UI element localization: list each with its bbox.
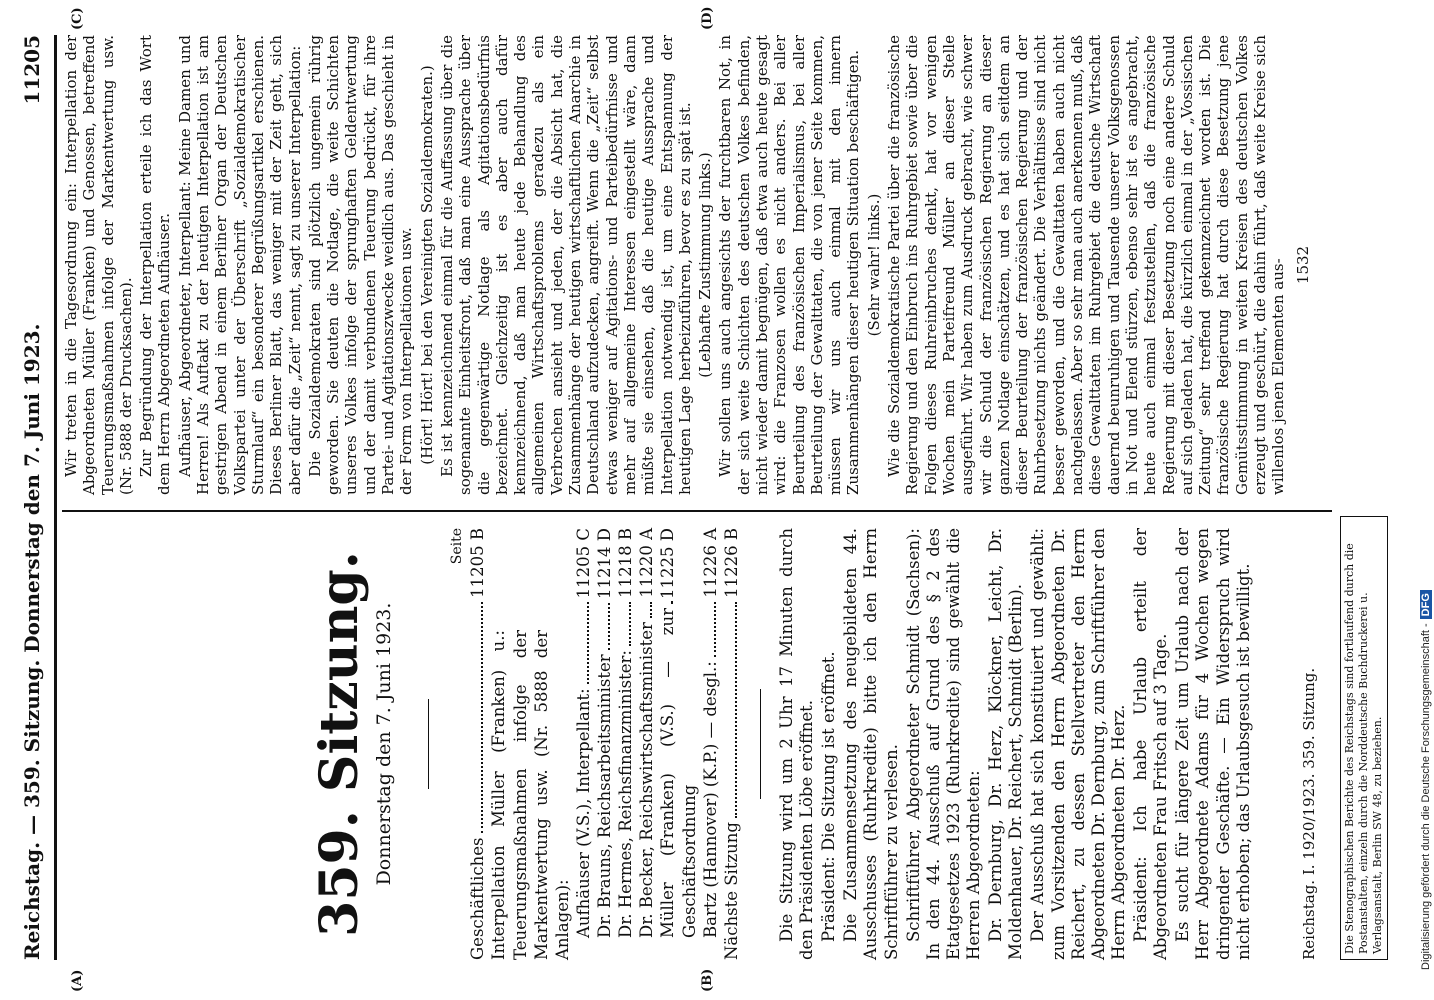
session-title: 359. Sitzung. (309, 551, 370, 937)
paragraph: (Lebhafte Zustimmung links.) (696, 152, 715, 378)
toc-label: Dr. Hermes, Reichsfinanzminister: (616, 650, 636, 938)
margin-mark-d: (D) (700, 6, 715, 30)
paragraph: (Hört! Hört! bei den Vereinigten Sozialdemokraten.) (417, 65, 436, 465)
toc-page: 11205 C (573, 528, 593, 599)
toc-label: Interpellation Müller (Franken) u.: Teuerungsmaßnahmen infolge der Markentwertung usw. (Nr. 5888 der Anlagen): (489, 630, 572, 960)
toc-page: 11226 A (700, 528, 720, 598)
toc-page: 11220 A (637, 528, 657, 598)
paragraph: Wir sollen uns auch angesichts der furchtbaren Not, in der sich weite Schichten des deutschen Volkes befinden, nicht wieder damit begnügen, daß etwa auch heute gesagt wird: die Franzosen wollen es nicht anders. Bei aller Beurteilung des französischen Imperialismus, bei aller Beurteilung der Gewalttaten, die von jener Seite kommen, müssen wir uns auch einmal mit den innern Zusammenhängen dieser heutigen Situation beschäftigen. (716, 35, 863, 495)
toc-header: Seite (449, 528, 466, 565)
margin-mark-c: (C) (70, 7, 85, 30)
toc-row (615, 528, 636, 960)
toc-leader-dots (661, 603, 673, 604)
toc-row (488, 528, 573, 960)
margin-mark-b: (B) (700, 968, 715, 992)
toc-label: Dr. Brauns, Reichsarbeitsminister (595, 654, 614, 938)
toc-row (636, 528, 657, 960)
toc-label: Aufhäuser (V.S.), Interpellant: (573, 688, 593, 938)
toc-leader-dots (619, 602, 631, 646)
toc-label: Müller (Franken) (V.S.) — zur Geschäftsordnung (658, 608, 699, 938)
toc-page: 11214 D (595, 528, 614, 599)
toc-page: 11225 D (658, 528, 678, 599)
paragraph: Wir treten in die Tagesordnung ein: Interpellation der Abgeordneten Müller (Franken) und Genossen, betreffend Teuerungsmaßnahmen infolge der Markentwertung usw. (Nr. 5888 der Drucksachen). (62, 35, 135, 495)
toc-leader-dots (640, 602, 652, 618)
dfg-logo: DFG (1420, 590, 1432, 619)
toc-page: 11226 B (721, 528, 741, 598)
toc-label: Geschäftliches (468, 837, 488, 960)
paragraph: Die Zusammensetzung des neugebildeten 44. Ausschusses (Ruhrkredite) bitte ich den Herrn Schriftführer zu verlesen. (841, 528, 901, 960)
toc-row (721, 528, 742, 960)
toc-row (573, 528, 594, 960)
toc-leader-dots (577, 602, 589, 684)
funding-text: Digitalisierung gefördert durch die Deutsche Forschungsgemeinschaft - (1420, 623, 1432, 970)
paragraph: Aufhäuser, Abgeordneter, Interpellant: Meine Damen und Herren! Als Auftakt zu der heutigen Interpellation ist am gestrigen Abend in einem Berliner Organ der Deutschen Volkspartei unter der Überschrift „Sozialdemokratischer Sturmlauf“ ein besonderer Begrüßungsartikel erschienen. Dieses Berliner Blatt, das weniger mit der Zeit geht, sich aber dafür die „Zeit“ nennt, sagt zu unserer Interpellation: (175, 35, 304, 495)
toc-leader-dots (494, 590, 504, 626)
paragraph: Präsident: Die Sitzung ist eröffnet. (819, 651, 839, 942)
toc-row (594, 528, 615, 960)
column-divider (62, 510, 1332, 512)
paragraph: Es ist kennzeichnend einmal für die Auffassung über die sogenannte Einheitsfront, daß man eine Aussprache über die gegenwärtige Notlage als Agitationsbedürfnis bezeichnet. Gleichzeitig ist es aber auch dafür kennzeichnend, daß man heute jede Behandlung des allgemeinen Wirtschaftsproblems geradezu als ein Verbrechen ansieht und jeden, der die Absicht hat, die Zusammenhänge der heutigen wirtschaftlichen Anarchie in Deutschland aufzudecken, angreift. Wenn die „Zeit“ selbst etwas weniger auf Agitations- und Parteibedürfnisse und mehr auf allgemeine Interessen eingestellt wäre, dann müßte sie einsehen, daß die heutige Aussprache und Interpellation notwendig ist, um eine Entspannung der heutigen Lage herbeizuführen, bevor es zu spät ist. (437, 35, 694, 495)
paragraph: Schriftführer, Abgeordneter Schmidt (Sachsen): In den 44. Ausschuß auf Grund des § 2 des Etatgesetzes 1923 (Ruhrkredite) sind gewählt die Herren Abgeordneten: (903, 528, 983, 960)
margin-mark-a: (A) (70, 969, 85, 992)
toc-label: Nächste Sitzung (721, 822, 741, 960)
volume-footer: Reichstag. I. 1920/1923. 359. Sitzung. (1300, 667, 1318, 960)
paragraph: Zur Begründung der Interpellation erteile ich das Wort dem Herrn Abgeordneten Aufhäuser. (137, 35, 174, 495)
header-rule (54, 35, 57, 960)
toc-label: Bartz (Hannover) (K.P.) — desgl.: (700, 661, 720, 938)
toc-page: 11205 B (468, 528, 488, 598)
toc-leader-dots (471, 602, 483, 834)
header-page-number: 11205 (20, 35, 44, 105)
table-of-contents (467, 528, 742, 960)
toc-row (700, 528, 721, 960)
paragraph: Dr. Dernburg, Dr. Herz, Klöckner, Leicht, Dr. Moldenhauer, Dr. Reichert, Schmidt (Berlin). (986, 528, 1026, 960)
left-column (62, 528, 1256, 960)
paragraph: Es sucht für längere Zeit um Urlaub nach der Herr Abgeordnete Adams für 4 Wochen wegen dringender Geschäfte. — Ein Widerspruch wird nicht erhoben; das Urlaubsgesuch ist bewilligt. (1173, 528, 1253, 960)
toc-page: 11218 B (616, 528, 636, 598)
page-footer-number: 1532 (1293, 245, 1312, 285)
header-left: Reichstag. — 359. Sitzung. Donnerstag den 7. Juni 1923. (20, 323, 44, 960)
toc-leader-dots (704, 602, 716, 658)
dfg-funding-note (1420, 10, 1434, 970)
toc-row (657, 528, 699, 960)
paragraph: Präsident: Ich habe Urlaub erteilt der Abgeordneten Frau Fritsch auf 3 Tage. (1131, 528, 1171, 960)
toc-rule (760, 689, 761, 799)
toc-leader-dots (725, 602, 737, 818)
paragraph: Wie die Sozialdemokratische Partei über die französische Regierung und den Einbruch ins Ruhrgebiet sowie über die Folgen dieses Ruhreinbruches denkt, hat vor wenigen Wochen mein Parteifreund Müller an dieser Stelle ausgeführt. Wir haben zum Ausdruck gebracht, wie schwer wir die Schuld der französischen Regierung an dieser ganzen Notlage einschätzen, und es hat sich seitdem an dieser Beurteilung der französischen Regierung und der Ruhrbesetzung nichts geändert. Die Verhältnisse sind nicht besser geworden, und die Gewalttaten haben auch nicht nachgelassen. Aber so sehr man auch anerkennen muß, daß diese Gewalttaten im Ruhrgebiet die deutsche Wirtschaft dauernd beunruhigen und Tausende unserer Volksgenossen in Not und Elend stürzen, ebenso sehr ist es angebracht, heute auch einmal festzustellen, daß die französische Regierung mit dieser Besetzung noch eine andere Schuld auf sich geladen hat, die kürzlich einmal in der „Vossischen Zeitung“ sehr treffend gekennzeichnet worden ist. Die französische Regierung hat durch diese Besetzung jene Gemütsstimmung in weiten Kreisen des deutschen Volkes erzeugt und geschürt, die dahin führt, daß weite Kreise sich willenlos jenen Elementen aus- (885, 35, 1288, 495)
paragraph: (Sehr wahr! links.) (864, 193, 883, 337)
right-paragraphs (62, 35, 1288, 495)
paragraph: Die Sozialdemokraten sind plötzlich ungemein rührig geworden. Sie deuten die Notlage, die weite Schichten unseres Volkes infolge der sprunghaften Geldentwertung und der damit verbundenen Teuerung bedrückt, für ihre Partei- und Agitationszwecke weidlich aus. Das geschieht in der Form von Interpellationen usw. (305, 35, 416, 495)
title-rule (428, 699, 429, 789)
paragraph: Der Ausschuß hat sich konstituiert und gewählt: zum Vorsitzenden den Herrn Abgeordneten Dr. Reichert, zu dessen Stellvertreter den Herrn Abgeordneten Dr. Dernburg, zum Schriftführer den Herrn Abgeordneten Dr. Herz. (1028, 528, 1128, 960)
right-column (62, 35, 1312, 495)
distribution-footnote: Die Stenographischen Berichte des Reichstags sind fortlaufend durch die Postanstalten, einzeln durch die Norddeutsche Buchdruckerei u. Verlagsanstalt, Berlin SW 48, zu beziehen. (1340, 516, 1388, 960)
session-date: Donnerstag den 7. Juni 1923. (373, 602, 395, 886)
left-paragraphs (777, 528, 1254, 960)
toc-leader-dots (598, 603, 610, 650)
toc-row (467, 528, 488, 960)
paragraph: Die Sitzung wird um 2 Uhr 17 Minuten durch den Präsidenten Löbe eröffnet. (776, 528, 816, 960)
toc-label: Dr. Becker, Reichswirtschaftsminister (637, 622, 657, 938)
